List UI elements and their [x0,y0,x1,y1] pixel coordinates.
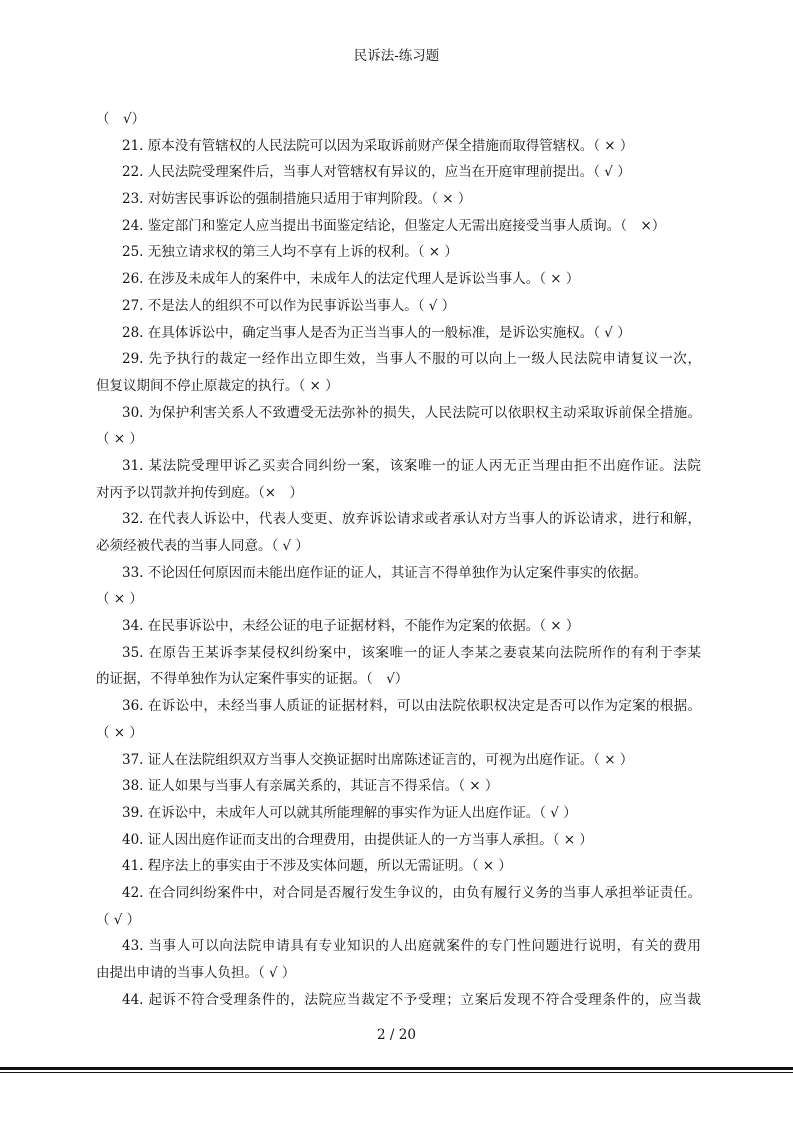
question-26: 26. 在涉及未成年人的案件中，未成年人的法定代理人是诉讼当事人。（ × ） [122,271,580,288]
page-header-title: 民诉法-练习题 [353,48,440,64]
question-32-cont: 必须经被代表的当事人同意。（ √ ） [96,538,309,554]
document-body [96,106,701,1013]
question-29: 29. 先予执行的裁定一经作出立即生效，当事人不服的可以向上一级人民法院申请复议一次， [122,351,701,368]
question-22: 22. 人民法院受理案件后，当事人对管辖权有异议的，应当在开庭审理前提出。（ √ ） [122,164,631,181]
question-27: 27. 不是法人的组织不可以作为民事诉讼当事人。（ √ ） [122,297,456,314]
question-38: 38. 证人如果与当事人有亲属关系的，其证言不得采信。（ × ） [122,778,499,795]
question-31-cont: 对丙予以罚款并拘传到庭。（× ） [96,484,304,501]
question-34: 34. 在民事诉讼中，未经公证的电子证据材料，不能作为定案的依据。（ × ） [122,618,580,635]
question-33: 33. 不论因任何原因而未能出庭作证的证人，其证言不得单独作为认定案件事实的依据。 [122,564,648,581]
question-30-cont: （ × ） [96,431,143,448]
question-25: 25. 无独立请求权的第三人均不享有上诉的权利。（ × ） [122,244,458,261]
question-41: 41. 程序法上的事实由于不涉及实体问题，所以无需证明。（ × ） [122,858,512,875]
question-42-cont: （ √ ） [96,911,141,928]
question-30: 30. 为保护利害关系人不致遭受无法弥补的损失，人民法院可以依职权主动采取诉前保全措施。 [122,404,701,421]
question-31: 31. 某法院受理甲诉乙买卖合同纠纷一案，该案唯一的证人丙无正当理由拒不出庭作证。法院 [122,457,701,474]
question-33-cont: （ × ） [96,591,143,608]
question-29-cont: 但复议期间不停止原裁定的执行。（ × ） [96,377,339,394]
question-28: 28. 在具体诉讼中，确定当事人是否为正当当事人的一般标准，是诉讼实施权。（ √ ） [122,324,631,341]
question-43-cont: 由提出申请的当事人负担。（ √ ） [96,965,296,981]
question-44: 44. 起诉不符合受理条件的，法院应当裁定不予受理；立案后发现不符合受理条件的，应当裁 [122,991,701,1008]
question-35-cont: 的证据，不得单独作为认定案件事实的证据。（ √） [96,671,409,688]
question-24: 24. 鉴定部门和鉴定人应当提出书面鉴定结论，但鉴定人无需出庭接受当事人质询。（ ×） [122,217,666,234]
question-32: 32. 在代表人诉讼中，代表人变更、放弃诉讼请求或者承认对方当事人的诉讼请求，进行和解， [122,511,701,528]
question-36-cont: （ × ） [96,724,143,741]
question-35: 35. 在原告王某诉李某侵权纠纷案中，该案唯一的证人李某之妻袁某向法院所作的有利于李某 [122,644,701,661]
footer-rule-thick [0,1067,793,1070]
question-36: 36. 在诉讼中，未经当事人质证的证据材料，可以由法院依职权决定是否可以作为定案的根据。 [122,698,701,715]
question-42: 42. 在合同纠纷案件中，对合同是否履行发生争议的，由负有履行义务的当事人承担举证责任。 [122,884,701,901]
question-21: 21. 原本没有管辖权的人民法院可以因为采取诉前财产保全措施而取得管辖权。（ × ） [122,137,634,154]
question-43: 43. 当事人可以向法院申请具有专业知识的人出庭就案件的专门性问题进行说明，有关的费用 [122,938,701,955]
page-number: 2 / 20 [377,1027,416,1043]
question-37: 37. 证人在法院组织双方当事人交换证据时出席陈述证言的，可视为出庭作证。（ × ） [122,751,634,768]
text-line: （ √） [96,111,146,127]
question-40: 40. 证人因出庭作证而支出的合理费用，由提供证人的一方当事人承担。（ × ） [122,831,593,848]
footer-rule-thin [0,1072,793,1073]
question-23: 23. 对妨害民事诉讼的强制措施只适用于审判阶段。（ × ） [122,191,472,208]
question-39: 39. 在诉讼中，未成年人可以就其所能理解的事实作为证人出庭作证。（ √ ） [122,804,577,821]
